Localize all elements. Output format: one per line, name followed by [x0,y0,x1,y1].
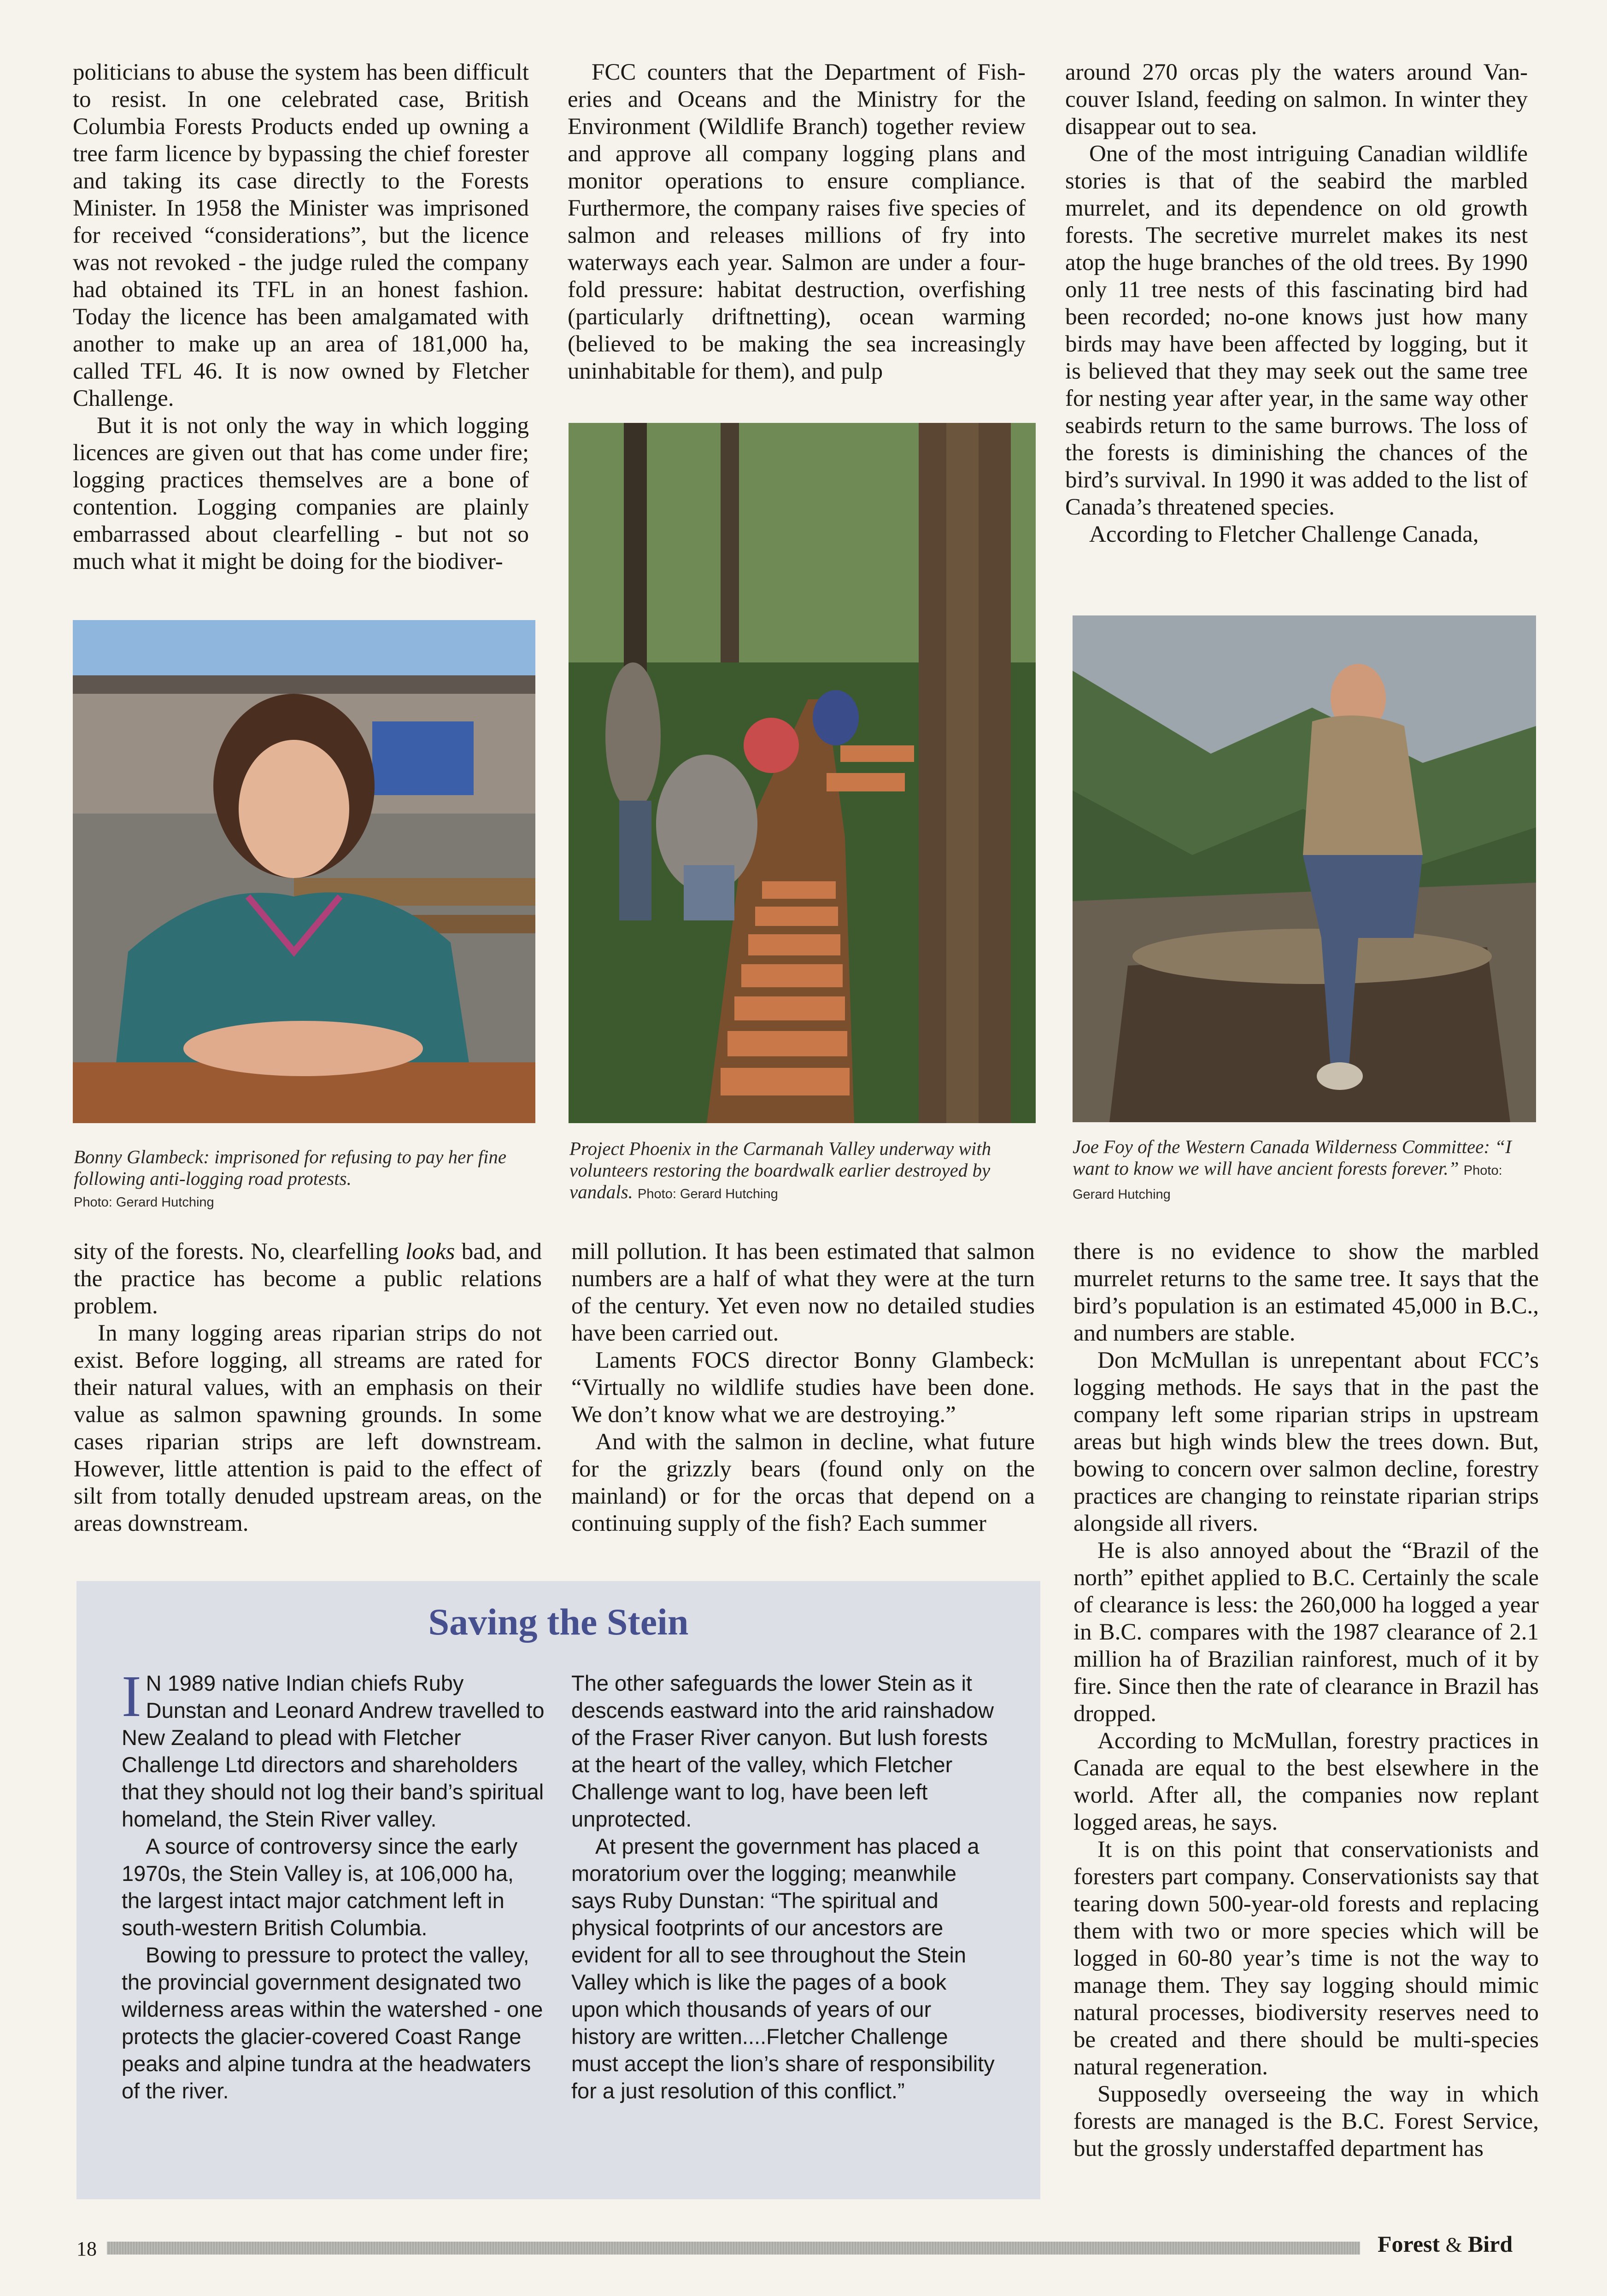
caption-text: Project Phoenix in the Carmanah Valley underway with volunteers restoring the boardwalk earlier destroyed by vandals. [569,1138,991,1202]
sidebar-column-left [122,1663,545,2104]
paragraph [74,1238,542,1320]
photo-caption-2 [569,1138,1035,1205]
footer-rule [107,2242,1360,2255]
article-column-3-bottom [1073,1238,1539,2162]
paragraph: politicians to abuse the system has been difficult to resist. In one celebrated case, British Columbia Forests Products ended up owning a tree farm licence by bypassing the chief forester and taking its case directly to the Forests Minister. In 1958 the Minister was imprisoned for received “considerations”, but the licence was not revoked - the judge ruled the company had obtained its TFL in an honest fashion. Today the licence has been amalgamated with another to make up an area of 181,000 ha, called TFL 46. It is now owned by Fletcher Challenge. [73,59,529,411]
paragraph: there is no evidence to show the marbled murrelet returns to the same tree. It says that the bird’s population is an estimated 45,000 in B.C., and numbers are stable. [1073,1239,1539,1346]
paragraph: Don McMullan is unrepentant about FCC’s logging methods. He says that in the past the company left some riparian strips in upstream areas but high winds blew the trees down. But, bowing to concern over salmon decline, forestry practices are changing to reinstate riparian strips alongside all rivers. [1073,1347,1539,1536]
sidebar-title: Saving the Stein [428,1601,689,1643]
text-run: sity of the forests. No, clearfelling [74,1239,405,1265]
page-number: 18 [76,2237,97,2260]
paragraph: around 270 orcas ply the waters around Vancouver Island, feeding on salmon. In winter they disappear out to sea. [1065,59,1528,140]
photo-credit: Photo: Gerard Hutching [74,1195,214,1210]
paragraph: In many logging areas riparian strips do not exist. Before logging, all streams are rated for their natural values, with an emphasis on their value as salmon spawning grounds. In some cases riparian strips are left downstream. However, little attention is paid to the effect of silt from totally denuded upstream areas, on the areas downstream. [74,1320,542,1536]
magazine-name-part: Forest [1378,2231,1440,2257]
text-run: bad, and the practice has become a public relations problem. [74,1239,542,1319]
photo-project-phoenix [569,423,1036,1123]
article-column-1-bottom [74,1238,542,1537]
paragraph: A source of controversy since the early 1970s, the Stein Valley is, at 106,000 ha, the largest intact major catchment left in south-western British Columbia. [122,1834,518,1940]
photo-joe-foy [1073,615,1536,1122]
paragraph: Laments FOCS director Bonny Glambeck: “Virtually no wildlife studies have been done. We don’t know what we are destroying.” [571,1347,1035,1428]
photo-caption-1 [74,1146,534,1213]
paragraph: It is on this point that conservationists and foresters part company. Conservationists say that tearing down 500-year-old forests and replacing them with two or more species which will be logged in 60-80 year’s time is not the way to manage them. They say logging should mimic natural processes, biodiversity reserves need to be created and there should be multi-species natural regeneration. [1073,1837,1539,2080]
paragraph: But it is not only the way in which logging licences are given out that has come under fire; logging practices themselves are a bone of contention. Logging companies are plainly embarrassed about clearfelling - but not so much what it might be doing for the biodiver- [73,413,529,574]
magazine-ampersand: & [1445,2233,1462,2256]
paragraph: He is also annoyed about the “Brazil of the north” epithet applied to B.C. Certainly the scale of clearance is less: the 260,000 ha logged a year in B.C. compares with the 1987 clearance of 2.1 million ha of Brazilian rainforest, much of it by fire. Since then the rate of clearance in Brazil has dropped. [1073,1538,1539,1727]
paragraph [122,1663,545,1833]
article-column-3-top [1065,59,1528,548]
paragraph: One of the most intriguing Canadian wildlife stories is that of the seabird the marbled murrelet, and its dependence on old growth forests. The secretive murrelet makes its nest atop the huge branches of the old trees. By 1990 only 11 tree nests of this fascinating bird had been recorded; no-one knows just how many birds may have been affected by logging, but it is believed that they may seek out the same tree for nesting year after year, in the same way other seabirds return to the same burrows. The loss of the forests is diminishing the chances of the bird’s survival. In 1990 it was added to the list of Canada’s threatened species. [1065,141,1528,520]
magazine-name [1378,2231,1513,2257]
paragraph: According to Fletcher Challenge Canada, [1089,521,1479,547]
sidebar-column-right [571,1669,1000,2104]
photo-caption-3 [1073,1136,1536,1206]
paragraph: And with the salmon in decline, what future for the grizzly bears (found only on the mainland) or for the orcas that depend on a continuing supply of the fish? Each summer [571,1429,1035,1536]
caption-text: Joe Foy of the Western Canada Wilderness Committee: “I want to know we will have ancient forests forever.” [1073,1136,1512,1179]
paragraph: Bowing to pressure to protect the valley, the provincial government designated two wilderness areas within the watershed - one protects the glacier-covered Coast Range peaks and alpine tundra at the headwaters of the river. [122,1943,543,2103]
paragraph: mill pollution. It has been estimated that salmon numbers are a half of what they were at the turn of the century. Yet even now no detailed studies have been carried out. [571,1239,1035,1346]
paragraph: Supposedly overseeing the way in which forests are managed is the B.C. Forest Service, but the grossly understaffed department has [1073,2081,1539,2161]
text-run: N 1989 native Indian chiefs Ruby Dunstan and Leonard Andrew travelled to New Zealand to plead with Fletcher Challenge Ltd directors and shareholders that they should not log their band’s spiritual homeland, the Stein River valley. [122,1671,545,1831]
photo-credit: Photo: Gerard Hutching [1073,1163,1502,1202]
caption-text: Bonny Glambeck: imprisoned for refusing to pay her fine following anti-logging road protests. [74,1146,507,1189]
article-column-2-top [568,59,1026,385]
sidebar-saving-the-stein [76,1581,1040,2199]
emphasis: looks [405,1239,455,1265]
photo-credit: Photo: Gerard Hutching [638,1187,778,1201]
paragraph: FCC counters that the Department of Fisheries and Oceans and the Ministry for the Environment (Wildlife Branch) together review and approve all company logging plans and monitor operations to ensure compliance. Furthermore, the company raises five species of salmon and releases millions of fry into waterways each year. Salmon are under a four-fold pressure: habitat destruction, overfishing (particularly driftnetting), ocean warming (believed to be making the sea increasingly uninhabitable for them), and pulp [568,59,1026,384]
photo-bonny-glambeck [73,620,535,1123]
paragraph: At present the government has placed a moratorium over the logging; meanwhile says Ruby Dunstan: “The spiritual and physical footprints of our ancestors are evident for all to see throughout the Stein Valley which is like the pages of a book upon which thousands of years of our history are written....Fletcher Challenge must accept the lion’s share of responsibility for a just resolution of this conflict.” [571,1834,995,2103]
drop-cap: I [122,1663,141,1729]
paragraph: The other safeguards the lower Stein as it descends eastward into the arid rainshadow of the Fraser River canyon. But lush forests at the heart of the valley, which Fletcher Challenge want to log, have been left unprotected. [571,1671,994,1831]
article-column-1-top [73,59,529,575]
article-column-2-bottom [571,1238,1035,1537]
magazine-name-part: Bird [1467,2231,1513,2257]
paragraph: According to McMullan, forestry practices in Canada are equal to the best elsewhere in the world. After all, the companies now replant logged areas, he says. [1073,1728,1539,1835]
